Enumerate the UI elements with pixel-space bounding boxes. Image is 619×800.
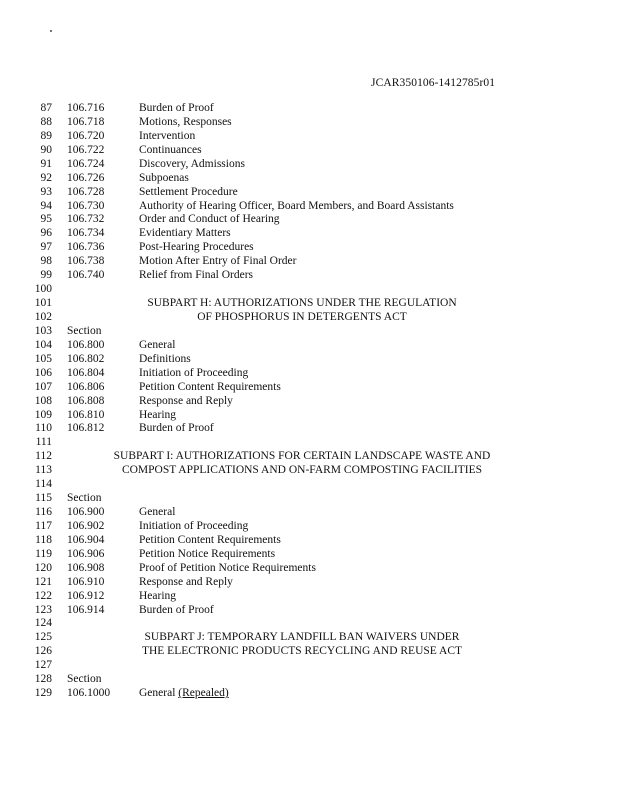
section-number: 106.738 — [67, 255, 105, 268]
line-number: 118 — [35, 533, 52, 546]
section-number: 106.908 — [67, 561, 105, 574]
section-title-text: Definitions — [139, 352, 191, 365]
text-line — [0, 658, 619, 672]
line-number: 89 — [40, 129, 52, 142]
subpart-heading: SUBPART I: AUTHORIZATIONS FOR CERTAIN LANDSCAPE WASTE AND — [113, 450, 491, 463]
text-line — [0, 672, 619, 686]
section-title — [139, 380, 281, 394]
line-number: 114 — [35, 478, 52, 491]
section-title-text: Settlement Procedure — [139, 185, 238, 198]
text-line — [0, 199, 619, 213]
section-title-text: Response and Reply — [139, 394, 233, 407]
line-number: 102 — [34, 310, 52, 323]
section-title-text: Subpoenas — [139, 171, 189, 184]
text-line — [0, 505, 619, 519]
section-title — [139, 212, 280, 226]
section-number: 106.728 — [67, 185, 105, 198]
text-line — [0, 630, 619, 644]
section-title — [139, 226, 231, 240]
line-number: 100 — [34, 283, 52, 296]
section-number: 106.1000 — [67, 687, 111, 700]
text-line — [0, 686, 619, 700]
line-number: 87 — [40, 102, 52, 114]
section-title-text: Initiation of Proceeding — [139, 366, 249, 379]
section-title-text: Petition Notice Requirements — [139, 547, 276, 560]
section-number: 106.720 — [67, 129, 105, 142]
text-line — [0, 296, 619, 310]
text-line — [0, 421, 619, 435]
section-label: Section — [67, 492, 102, 504]
section-number: 106.806 — [67, 380, 105, 393]
section-title-text: Evidentiary Matters — [139, 227, 231, 240]
line-number: 126 — [34, 645, 52, 658]
section-title-text: Motions, Responses — [139, 115, 232, 128]
section-title — [139, 171, 189, 185]
line-number: 124 — [34, 617, 52, 630]
text-line — [0, 394, 619, 408]
line-number: 93 — [40, 185, 52, 198]
section-title — [139, 240, 254, 254]
repealed-marker: (Repealed) — [178, 687, 229, 700]
section-title-text: Petition Content Requirements — [139, 380, 281, 393]
section-title-text: Motion After Entry of Final Order — [139, 255, 297, 268]
section-number: 106.722 — [67, 143, 105, 156]
section-title — [139, 519, 248, 533]
text-line — [0, 143, 619, 157]
document-id: JCAR350106-1412785r01 — [371, 77, 496, 89]
line-number: 125 — [34, 631, 52, 644]
subpart-heading: THE ELECTRONIC PRODUCTS RECYCLING AND REUSE ACT — [141, 645, 463, 658]
section-title — [139, 268, 253, 282]
text-line — [0, 603, 619, 617]
section-number: 106.730 — [67, 199, 105, 212]
section-title — [139, 505, 175, 519]
line-number: 107 — [34, 380, 52, 393]
line-number: 123 — [34, 603, 52, 616]
section-number: 106.912 — [67, 589, 105, 602]
section-number: 106.732 — [67, 213, 105, 226]
line-number: 104 — [34, 338, 52, 351]
section-title-text: Burden of Proof — [139, 603, 214, 616]
section-title — [139, 547, 275, 561]
section-title — [139, 352, 191, 366]
text-line — [0, 589, 619, 603]
section-number: 106.802 — [67, 352, 105, 365]
line-number: 116 — [35, 506, 52, 518]
line-number: 98 — [40, 255, 52, 268]
line-number: 112 — [35, 450, 52, 463]
subpart-heading: SUBPART J: TEMPORARY LANDFILL BAN WAIVERS UNDER — [144, 631, 460, 644]
text-line — [0, 533, 619, 547]
section-number: 106.724 — [67, 157, 105, 170]
line-number: 88 — [40, 115, 52, 128]
section-title-text: Proof of Petition Notice Requirements — [139, 561, 316, 574]
line-number: 119 — [35, 547, 52, 560]
subpart-heading: COMPOST APPLICATIONS AND ON-FARM COMPOSTING FACILITIES — [121, 464, 483, 477]
section-title — [139, 533, 281, 547]
section-title-text: Intervention — [139, 129, 196, 142]
section-title-text: Burden of Proof — [139, 102, 214, 114]
text-line — [0, 408, 619, 422]
text-line — [0, 491, 619, 505]
line-number: 108 — [34, 394, 52, 407]
line-number: 115 — [35, 492, 52, 504]
section-number: 106.810 — [67, 408, 105, 421]
text-line — [0, 547, 619, 561]
section-title-text: Discovery, Admissions — [139, 157, 245, 170]
subpart-heading: SUBPART H: AUTHORIZATIONS UNDER THE REGULATION — [147, 297, 457, 309]
section-number: 106.808 — [67, 394, 105, 407]
section-label: Section — [67, 324, 102, 337]
line-number: 99 — [40, 269, 52, 282]
text-line — [0, 268, 619, 282]
section-title — [139, 589, 176, 603]
section-title — [139, 129, 195, 143]
section-number: 106.812 — [67, 422, 105, 435]
line-number: 122 — [34, 589, 52, 602]
section-title-text: Burden of Proof — [139, 422, 214, 435]
section-title — [139, 157, 245, 171]
section-title-text: Post-Hearing Procedures — [139, 241, 254, 254]
line-number: 129 — [34, 687, 52, 700]
text-line — [0, 644, 619, 658]
text-line — [0, 575, 619, 589]
line-number: 109 — [34, 408, 52, 421]
section-title — [139, 199, 454, 213]
section-title — [139, 115, 232, 129]
line-number: 117 — [35, 519, 52, 532]
text-line — [0, 226, 619, 240]
text-line — [0, 561, 619, 575]
section-number: 106.716 — [67, 102, 105, 114]
section-title-text: Initiation of Proceeding — [139, 519, 249, 532]
section-number: 106.914 — [67, 603, 105, 616]
line-number: 128 — [34, 673, 52, 686]
section-title-text: General — [139, 338, 176, 351]
section-number: 106.910 — [67, 575, 105, 588]
line-number: 92 — [40, 171, 52, 184]
section-title — [139, 561, 316, 575]
line-number: 106 — [34, 366, 52, 379]
line-number: 103 — [34, 324, 52, 337]
section-title — [139, 101, 214, 115]
text-line — [0, 449, 619, 463]
section-number: 106.804 — [67, 366, 105, 379]
text-line — [0, 115, 619, 129]
text-line — [0, 324, 619, 338]
section-label: Section — [67, 673, 102, 686]
text-line — [0, 310, 619, 324]
line-number: 96 — [40, 227, 52, 240]
text-line — [0, 254, 619, 268]
text-line — [0, 212, 619, 226]
text-line — [0, 240, 619, 254]
text-line — [0, 101, 619, 115]
line-number: 91 — [40, 157, 52, 170]
section-title-text: Hearing — [139, 408, 177, 421]
text-line — [0, 435, 619, 449]
section-number: 106.736 — [67, 241, 105, 254]
line-number: 97 — [40, 241, 52, 254]
text-line — [0, 380, 619, 394]
section-title-text: Authority of Hearing Officer, Board Members, and Board Assistants — [139, 199, 454, 212]
section-title — [139, 686, 229, 700]
section-number: 106.718 — [67, 115, 105, 128]
section-title-text: Response and Reply — [139, 575, 233, 588]
section-number: 106.904 — [67, 533, 105, 546]
line-number: 110 — [35, 422, 52, 435]
line-number: 121 — [34, 575, 52, 588]
section-title — [139, 603, 214, 617]
line-number: 113 — [35, 464, 52, 477]
section-title — [139, 366, 248, 380]
section-title-text: Hearing — [139, 589, 177, 602]
text-line — [0, 463, 619, 477]
section-title-text: Petition Content Requirements — [139, 533, 281, 546]
section-title — [139, 394, 233, 408]
section-number: 106.800 — [67, 338, 105, 351]
line-number: 120 — [34, 561, 52, 574]
text-line — [0, 352, 619, 366]
section-title — [139, 185, 238, 199]
line-number: 105 — [34, 352, 52, 365]
section-title — [139, 408, 176, 422]
line-number: 95 — [40, 213, 52, 226]
text-line — [0, 616, 619, 630]
section-number: 106.902 — [67, 519, 105, 532]
text-line — [0, 171, 619, 185]
section-number: 106.740 — [67, 269, 105, 282]
section-title-text: Order and Conduct of Hearing — [139, 213, 280, 226]
line-number: 101 — [34, 297, 52, 309]
section-title — [139, 254, 296, 268]
text-line — [0, 366, 619, 380]
section-title-text: General — [139, 687, 176, 700]
scan-speck — [50, 30, 52, 32]
text-line — [0, 519, 619, 533]
section-title-text: General — [139, 506, 176, 518]
line-number: 111 — [35, 436, 52, 449]
section-title — [139, 575, 233, 589]
section-title-text: Continuances — [139, 143, 202, 156]
line-number: 94 — [40, 199, 52, 212]
text-line — [0, 477, 619, 491]
text-line — [0, 282, 619, 296]
section-title — [139, 421, 214, 435]
text-line — [0, 157, 619, 171]
section-number: 106.906 — [67, 547, 105, 560]
section-title — [139, 338, 175, 352]
section-title — [139, 143, 202, 157]
section-number: 106.726 — [67, 171, 105, 184]
section-number: 106.734 — [67, 227, 105, 240]
text-line — [0, 338, 619, 352]
line-number: 90 — [40, 143, 52, 156]
subpart-heading: OF PHOSPHORUS IN DETERGENTS ACT — [197, 310, 407, 323]
line-number: 127 — [34, 659, 52, 672]
section-title-text: Relief from Final Orders — [139, 269, 254, 282]
text-line — [0, 185, 619, 199]
text-line — [0, 129, 619, 143]
section-number: 106.900 — [67, 506, 105, 518]
